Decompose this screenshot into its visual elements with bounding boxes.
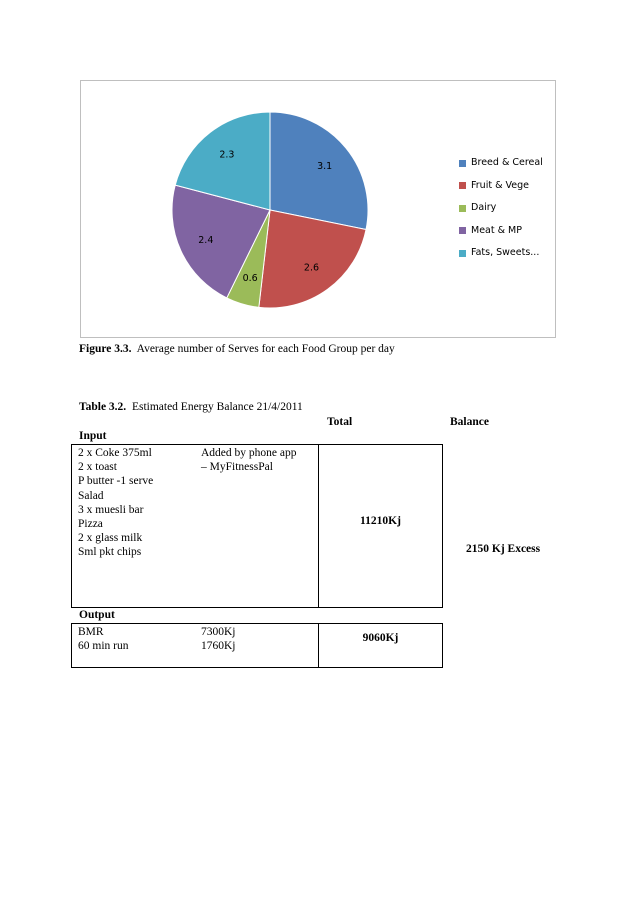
output-total-cell bbox=[318, 623, 443, 668]
pie-data-label-fruit-vege: 2.6 bbox=[303, 262, 320, 274]
legend-swatch bbox=[459, 182, 466, 189]
output-values-list bbox=[201, 625, 236, 653]
column-header-balance: Balance bbox=[450, 416, 489, 428]
input-total: 11210Kj bbox=[360, 515, 401, 527]
input-note-line: – MyFitnessPal bbox=[201, 461, 273, 474]
legend-item-meat-mp bbox=[459, 225, 543, 237]
output-items-cell bbox=[71, 623, 319, 668]
output-value: 1760Kj bbox=[201, 640, 236, 653]
input-item: Salad bbox=[78, 489, 104, 502]
table-label: Table 3.2. bbox=[79, 401, 127, 413]
legend-label: Meat & MP bbox=[471, 224, 522, 236]
input-item: P butter -1 serve bbox=[78, 475, 154, 488]
input-note bbox=[201, 446, 297, 474]
input-items-cell bbox=[71, 444, 319, 608]
pie-data-label-meat-mp: 2.4 bbox=[198, 234, 214, 246]
output-value: 7300Kj bbox=[201, 626, 236, 638]
legend-item-fats-sweets bbox=[459, 247, 543, 259]
legend-swatch bbox=[459, 160, 466, 167]
legend-swatch bbox=[459, 250, 466, 257]
legend-item-dairy bbox=[459, 202, 543, 214]
pie-data-label-dairy: 0.6 bbox=[242, 273, 258, 285]
pie-chart-frame bbox=[80, 80, 556, 338]
pie-data-label-fats-sweets: 2.3 bbox=[219, 149, 235, 161]
output-item: BMR bbox=[78, 626, 104, 638]
legend-swatch bbox=[459, 205, 466, 212]
figure-text: Average number of Serves for each Food Group per day bbox=[136, 343, 395, 355]
legend-swatch bbox=[459, 227, 466, 234]
input-items-list bbox=[78, 446, 153, 560]
pie-data-label-breed-cereal: 3.1 bbox=[317, 160, 333, 172]
legend-label: Fruit & Vege bbox=[471, 179, 529, 191]
column-header-total: Total bbox=[327, 416, 353, 428]
legend-label: Fats, Sweets... bbox=[471, 247, 540, 259]
input-note-line: Added by phone app bbox=[201, 447, 297, 459]
output-item: 60 min run bbox=[78, 640, 129, 653]
output-heading: Output bbox=[79, 609, 115, 621]
figure-caption bbox=[79, 343, 395, 355]
energy-balance: 2150 Kj Excess bbox=[466, 543, 541, 555]
legend-label: Dairy bbox=[471, 202, 497, 214]
input-total-cell bbox=[318, 444, 443, 608]
table-title: Estimated Energy Balance 21/4/2011 bbox=[131, 401, 303, 413]
input-item: Pizza bbox=[78, 518, 103, 531]
input-item: Sml pkt chips bbox=[78, 546, 142, 559]
legend-item-fruit-vege bbox=[459, 180, 543, 192]
output-items-list bbox=[78, 625, 128, 653]
legend-item-breed-cereal bbox=[459, 157, 543, 169]
input-item: 3 x muesli bar bbox=[78, 503, 144, 516]
legend-label: Breed & Cereal bbox=[471, 157, 543, 168]
input-heading: Input bbox=[79, 430, 107, 442]
output-total: 9060Kj bbox=[362, 632, 399, 644]
input-item: 2 x toast bbox=[78, 461, 117, 474]
chart-legend bbox=[459, 157, 543, 270]
table-caption bbox=[79, 401, 303, 413]
input-item: 2 x glass milk bbox=[78, 532, 143, 545]
input-item: 2 x Coke 375ml bbox=[78, 447, 152, 459]
figure-label: Figure 3.3. bbox=[79, 343, 132, 355]
